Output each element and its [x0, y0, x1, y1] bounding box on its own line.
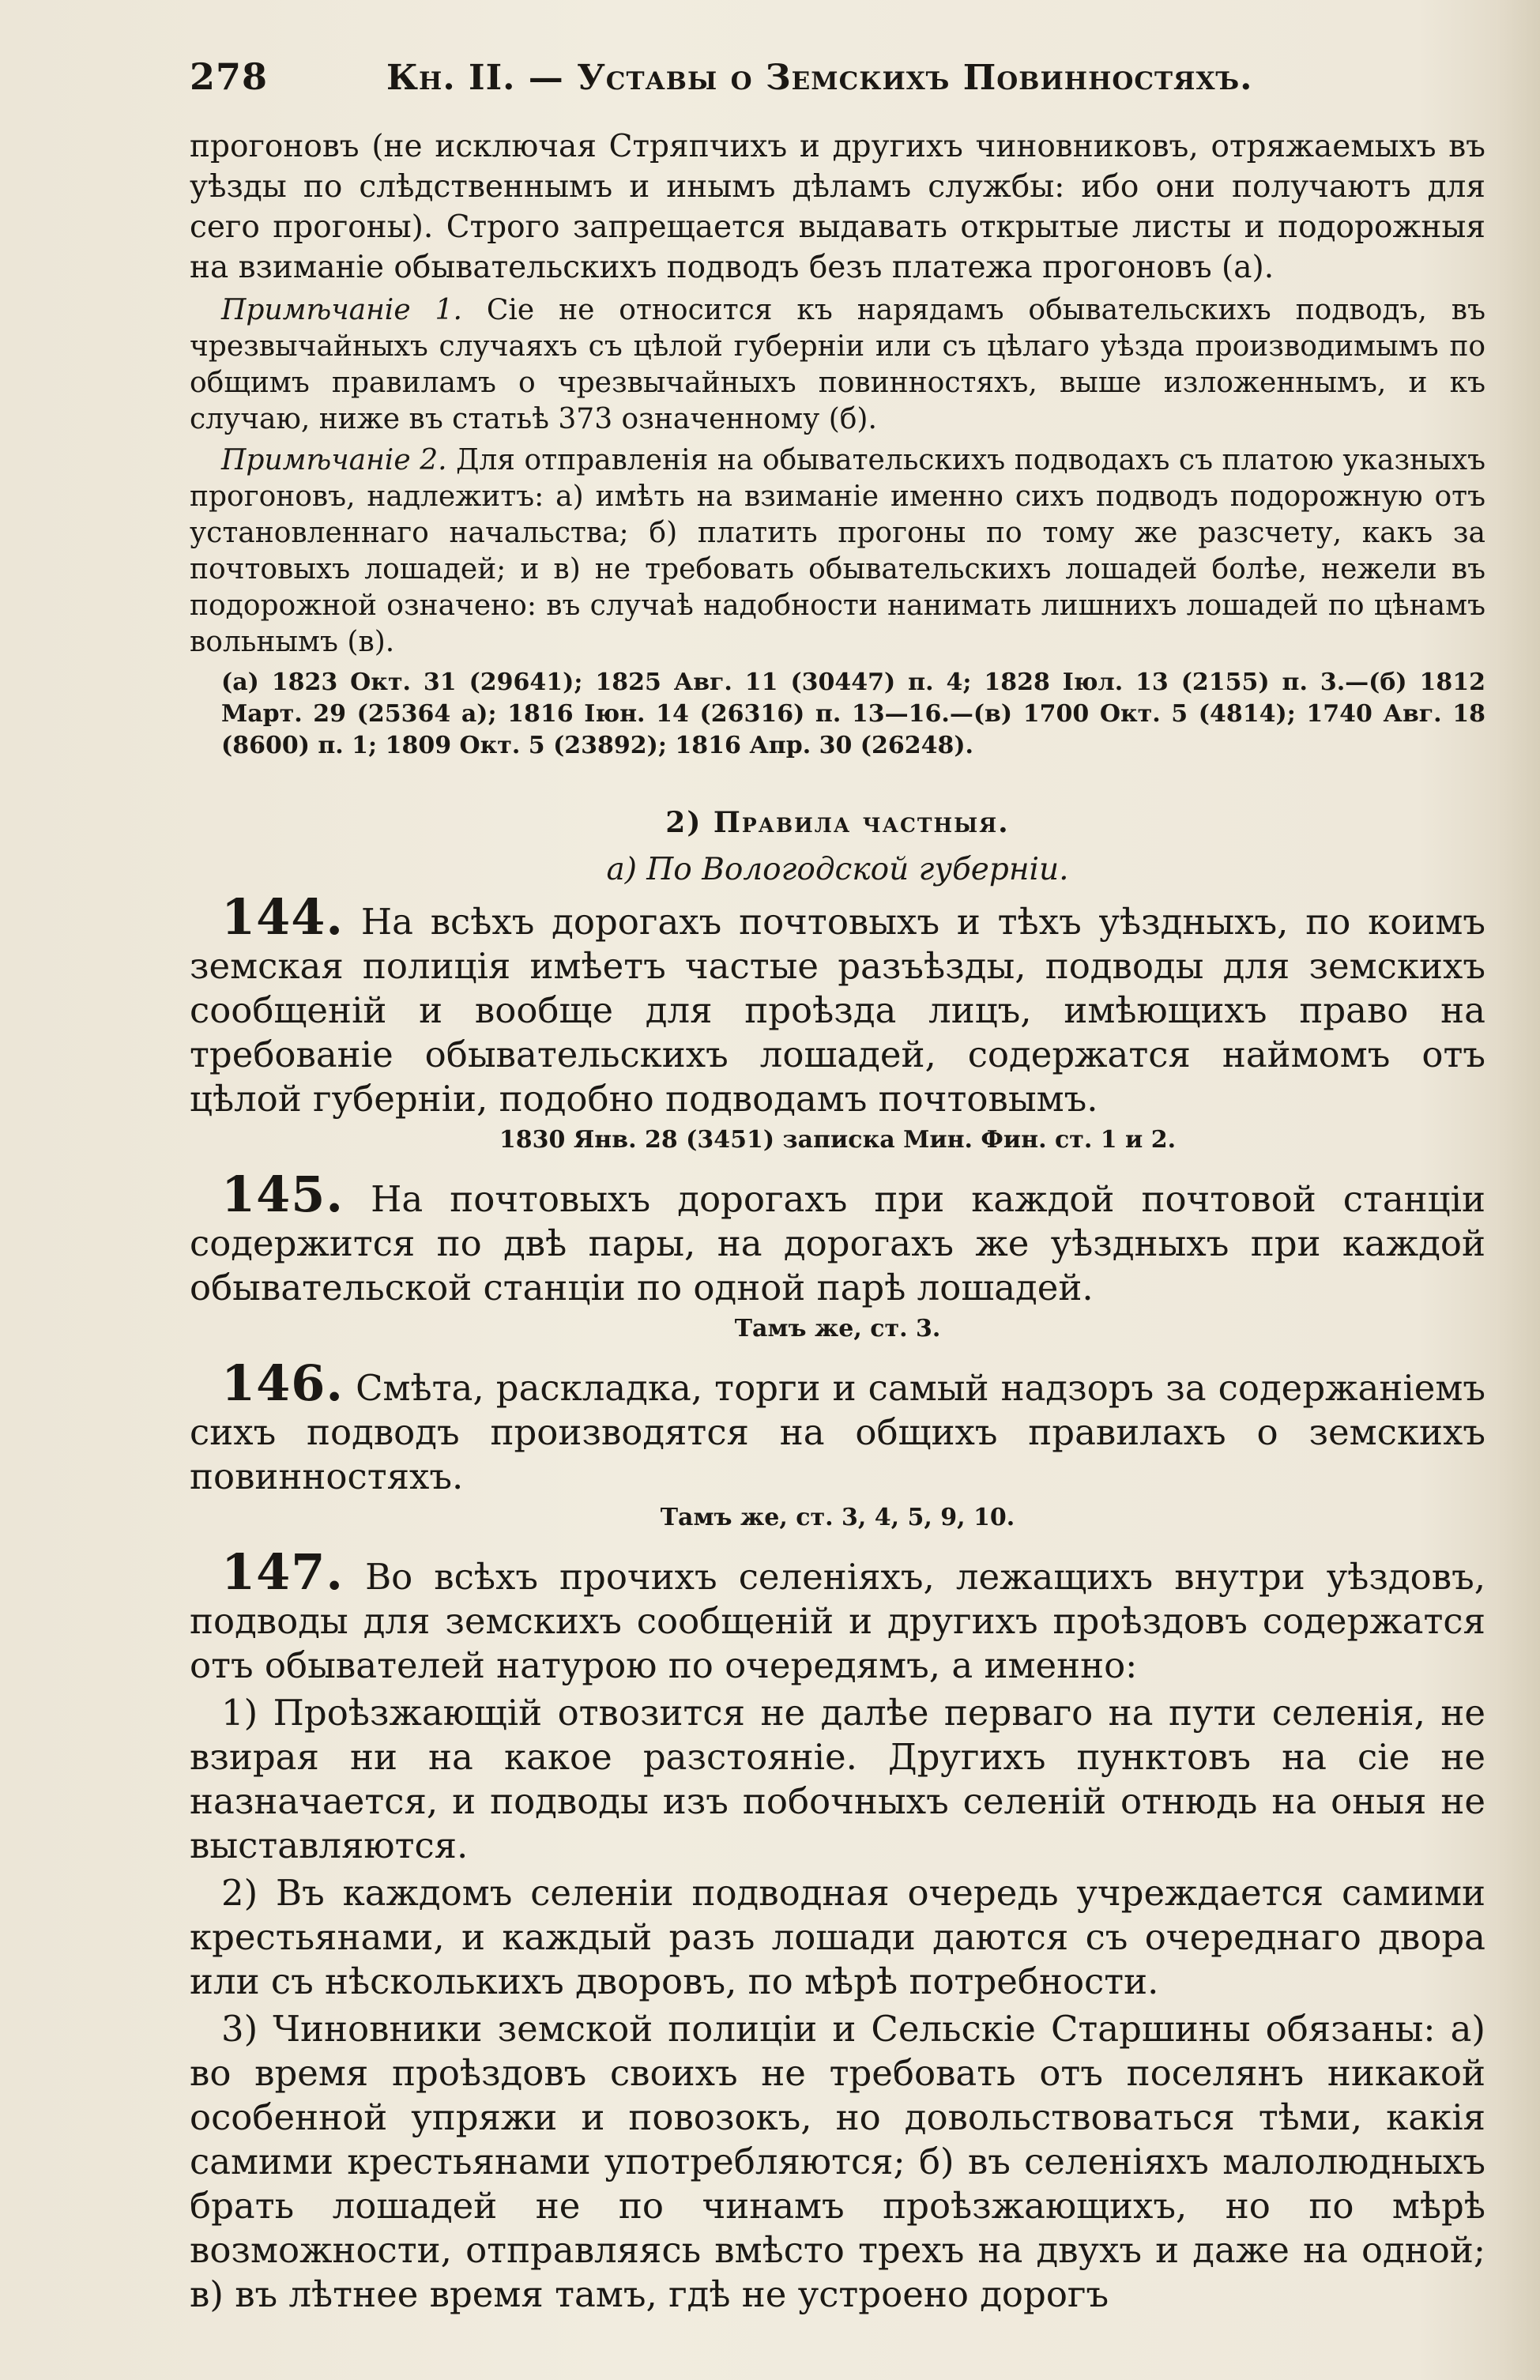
- running-header: [190, 55, 1485, 98]
- article-147-item-3: 3) Чиновники земской полиціи и Сельскіе Старшины обязаны: а) во время проѣздовъ своихъ не требовать отъ поселянъ никакой особенной упряжи и повозокъ, но довольствоваться тѣми, какія самими крестьянами употребляются; б) въ селеніяхъ малолюдныхъ брать лошадей не по чинамъ проѣзжающихъ, но по мѣрѣ возможности, отправляясь вмѣсто трехъ на двухъ и даже на одной; в) въ лѣтнее время тамъ, гдѣ не устроено дорогъ: [190, 2008, 1485, 2315]
- intro-paragraph: прогоновъ (не исключая Стряпчихъ и другихъ чиновниковъ, отряжаемыхъ въ уѣзды по слѣдственнымъ и инымъ дѣламъ службы: ибо они получаютъ для сего прогоны). Строго запрещается выдавать открытые листы и подорожныя на взиманіе обывательскихъ подводъ безъ платежа прогоновъ (а).: [190, 129, 1485, 285]
- note-1-text: Сіе не относится къ нарядамъ обывательскихъ подводъ, въ чрезвычайныхъ случаяхъ съ цѣлой губерніи или съ цѣлаго уѣзда производимымъ по общимъ правиламъ о чрезвычайныхъ повинностяхъ, выше изложеннымъ, и къ случаю, ниже въ статьѣ 373 означенному (б).: [190, 294, 1485, 435]
- article-source: 1830 Янв. 28 (3451) записка Мин. Фин. ст. 1 и 2.: [499, 1126, 1177, 1154]
- article-146: [190, 1354, 1485, 1499]
- article-text: На почтовыхъ дорогахъ при каждой почтовой станціи содержится по двѣ пары, на дорогахъ же уѣздныхъ при каждой обывательской станціи по одной парѣ лошадей.: [190, 1178, 1485, 1309]
- article-147-item-2: 2) Въ каждомъ селеніи подводная очередь учреждается самими крестьянами, и каждый разъ лошади даются съ очереднаго двора или съ нѣсколькихъ дворовъ, по мѣрѣ потребности.: [190, 1872, 1485, 2002]
- note-1-label: Примѣчаніе 1.: [221, 294, 462, 326]
- article-text: Во всѣхъ прочихъ селеніяхъ, лежащихъ внутри уѣздовъ, подводы для земскихъ сообщеній и другихъ проѣздовъ содержатся отъ обывателей натурою по очередямъ, а именно:: [190, 1556, 1486, 1686]
- article-text: Смѣта, раскладка, торги и самый надзоръ за содержаніемъ сихъ подводъ производятся на общихъ правилахъ о земскихъ повинностяхъ.: [190, 1367, 1485, 1497]
- legal-references: (а) 1823 Окт. 31 (29641); 1825 Авг. 11 (30447) п. 4; 1828 Іюл. 13 (2155) п. 3.—(б) 1812 Март. 29 (25364 а); 1816 Іюн. 14 (26316) п. 13—16.—(в) 1700 Окт. 5 (4814); 1740 Авг. 18 (8600) п. 1; 1809 Окт. 5 (23892); 1816 Апр. 30 (26248).: [221, 668, 1485, 759]
- note-2-label: Примѣчаніе 2.: [221, 444, 447, 476]
- article-source: Тамъ же, ст. 3.: [734, 1315, 941, 1343]
- article-number: 147.: [221, 1543, 345, 1601]
- article-number: 145.: [221, 1166, 345, 1223]
- article-147-item-1: 1) Проѣзжающій отвозится не далѣе перваго на пути селенія, не взирая ни на какое разстояніе. Другихъ пунктовъ на сіе не назначается, и подводы изъ побочныхъ селеній отнюдь на оныя не выставляются.: [190, 1692, 1485, 1866]
- page-text-block: [190, 55, 1485, 2317]
- article-147: [190, 1543, 1486, 1688]
- page-edge-shadow: [1496, 0, 1540, 2380]
- article-number: 146.: [221, 1354, 345, 1412]
- article-144: [190, 888, 1486, 1121]
- article-145: [190, 1166, 1485, 1310]
- subsection-heading: а) По Вологодской губерніи.: [606, 852, 1069, 887]
- note-2-text: Для отправленія на обывательскихъ подводахъ съ платою указныхъ прогоновъ, надлежитъ: а) имѣть на взиманіе именно сихъ подводъ подорожную отъ установленнаго начальства; б) платить прогоны по тому же разсчету, какъ за почтовыхъ лошадей; и в) не требовать обывательскихъ лошадей болѣе, нежели въ подорожной означено: въ случаѣ надобности нанимать лишнихъ лошадей по цѣнамъ вольнымъ (в).: [190, 444, 1485, 658]
- section-heading: 2) Правила частныя.: [665, 806, 1010, 839]
- article-number: 144.: [221, 888, 345, 946]
- note-2: [190, 442, 1485, 661]
- article-source: Тамъ же, ст. 3, 4, 5, 9, 10.: [660, 1504, 1015, 1531]
- page-number: 278: [190, 55, 269, 98]
- running-title: Кн. II. — Уставы о Земскихъ Повинностяхъ.: [386, 58, 1253, 98]
- note-1: [190, 292, 1485, 438]
- article-text: На всѣхъ дорогахъ почтовыхъ и тѣхъ уѣздныхъ, по коимъ земская полиція имѣетъ частые разъѣзды, подводы для земскихъ сообщеній и вообще для проѣзда лицъ, имѣющихъ право на требованіе обывательскихъ лошадей, содержатся наймомъ отъ цѣлой губерніи, подобно подводамъ почтовымъ.: [190, 901, 1486, 1120]
